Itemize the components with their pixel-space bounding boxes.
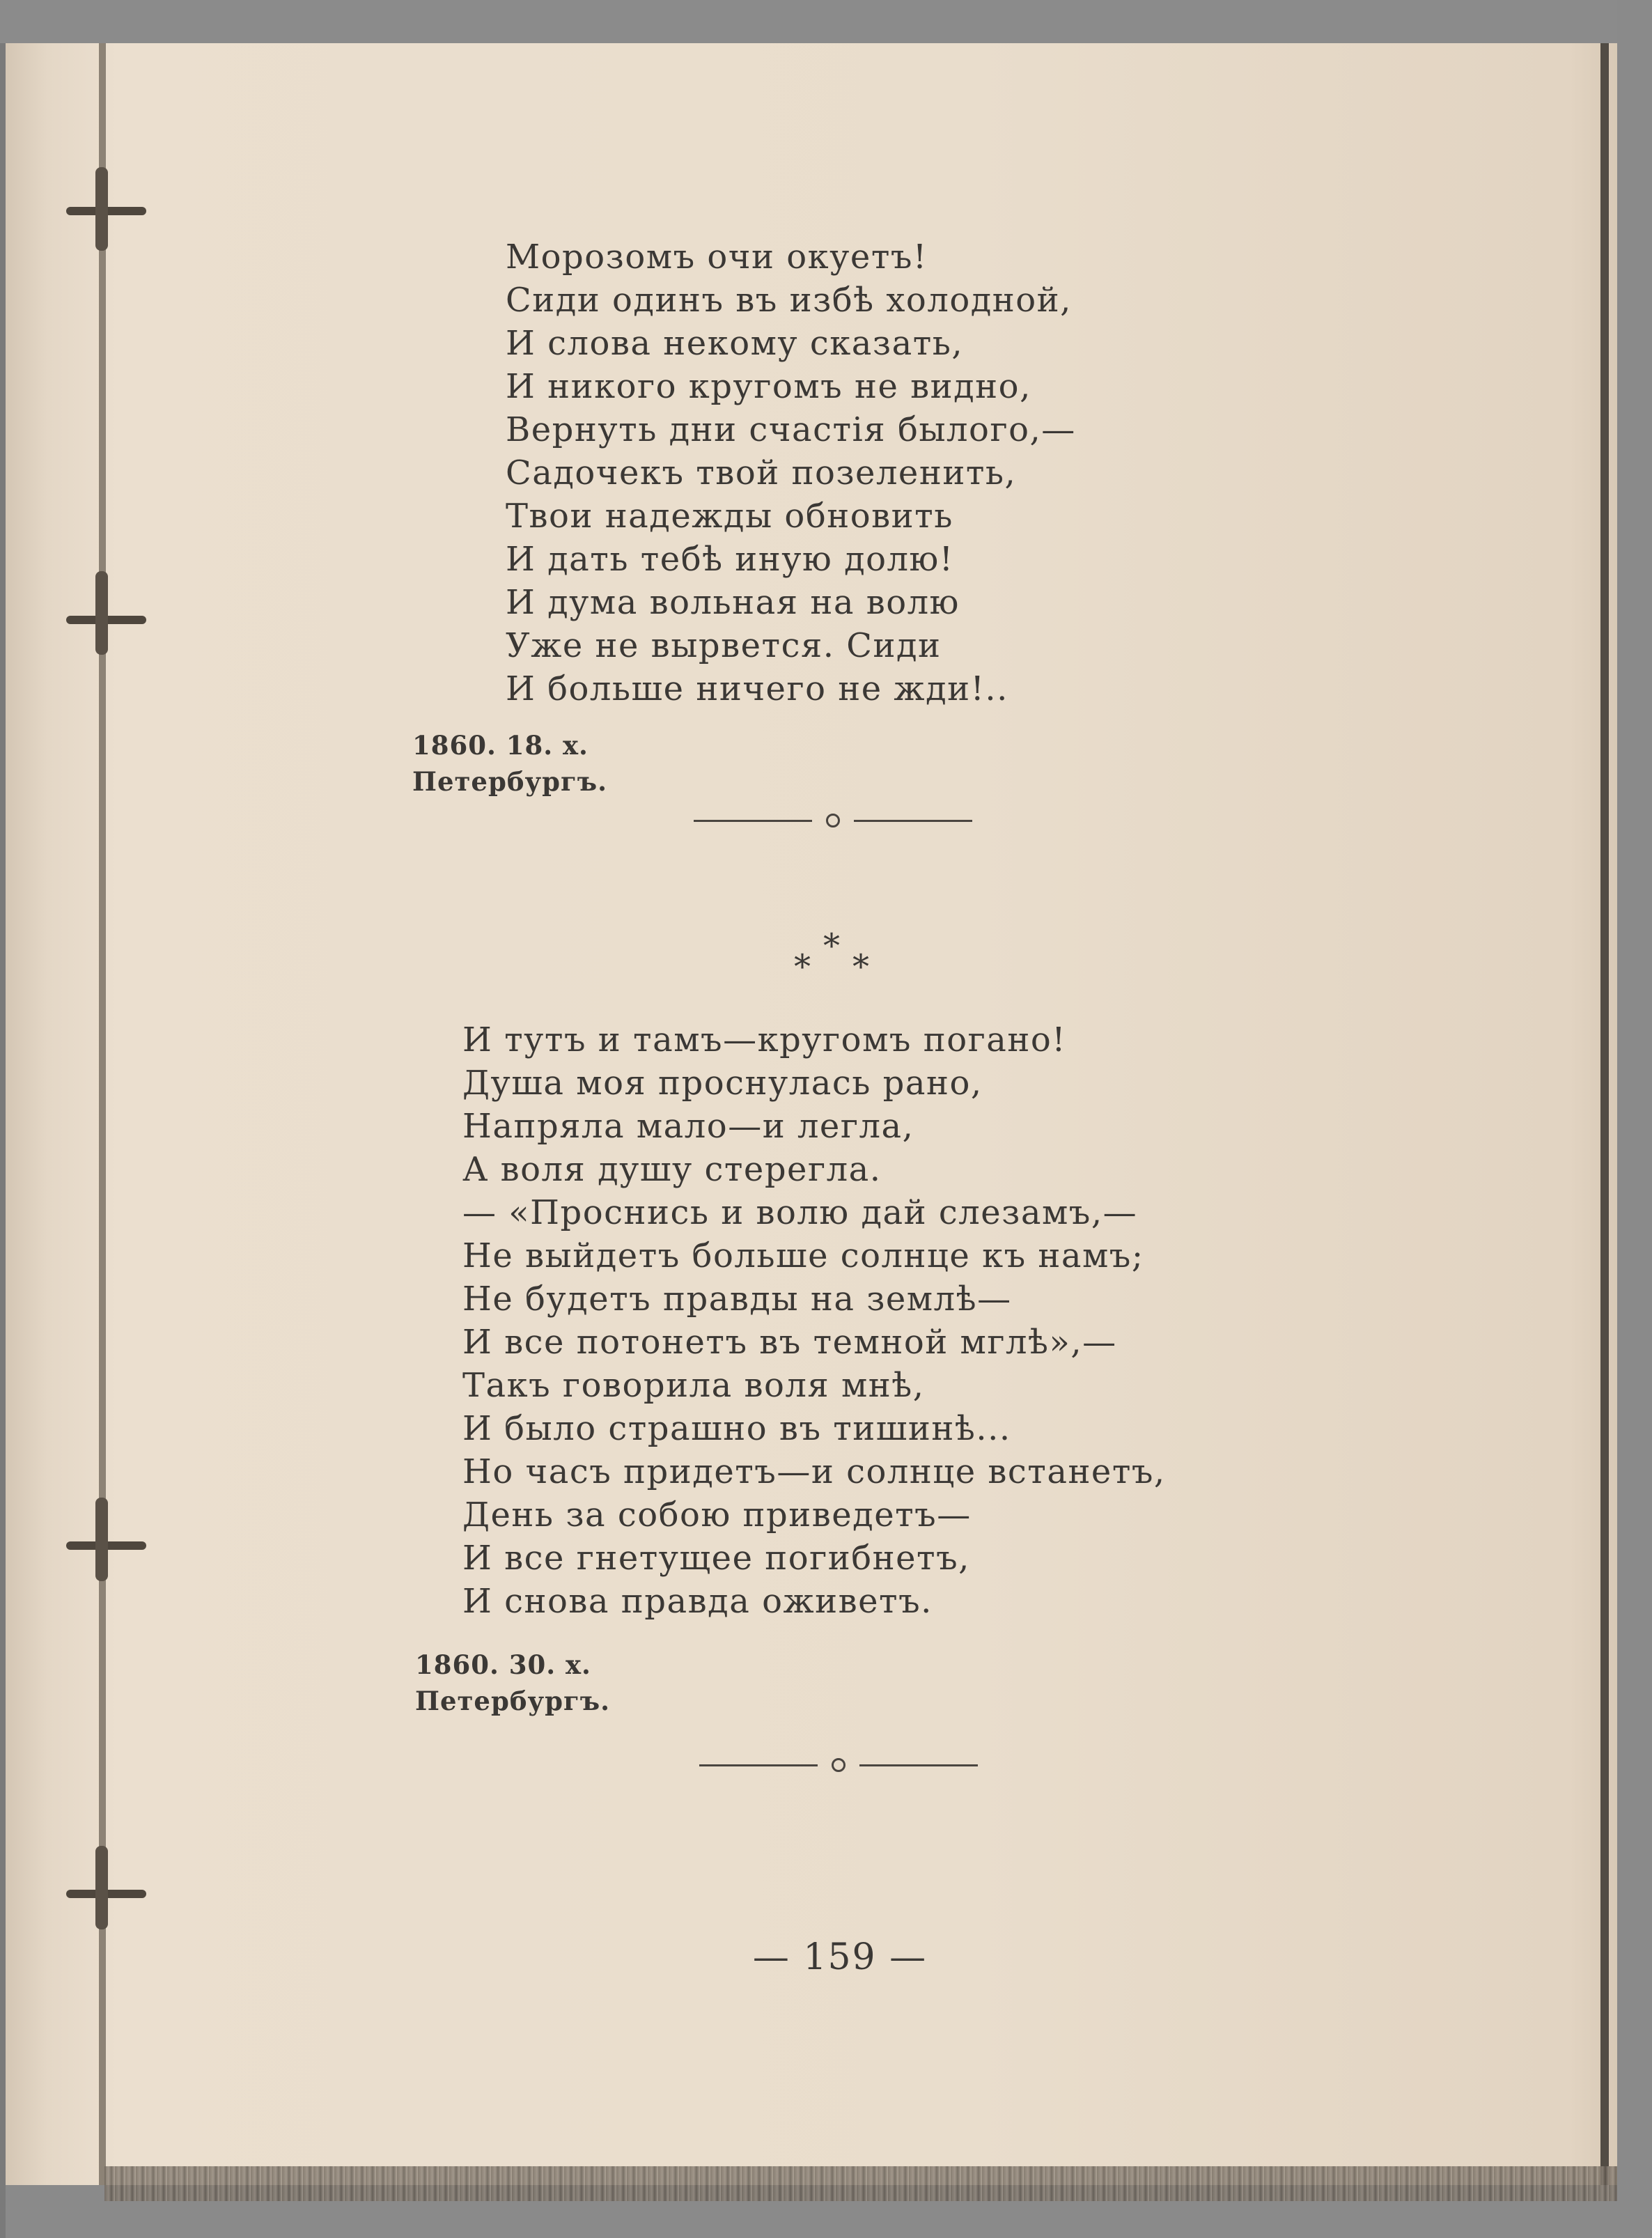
poem-line: Напряла мало—и легла, xyxy=(462,1107,914,1146)
asterism xyxy=(794,926,878,996)
poem-line: Не выйдетъ больше солнце къ намъ; xyxy=(462,1236,1144,1275)
divider-circle xyxy=(826,814,840,827)
poem-2-dateline xyxy=(415,1647,610,1719)
scan-background-right xyxy=(1617,0,1652,2238)
poem-line: Твои надежды обновить xyxy=(506,497,953,536)
poem-line: Сиди одинъ въ избѣ холодной, xyxy=(506,281,1072,320)
poem-line: Не будетъ правды на землѣ— xyxy=(462,1280,1012,1319)
poem-line: День за собою приведетъ— xyxy=(462,1495,972,1534)
scan-background-left xyxy=(0,43,6,2238)
poem-line: — «Проснись и волю дай слезамъ,— xyxy=(462,1193,1138,1232)
poem-line: И все гнетущее погибнетъ, xyxy=(462,1539,970,1578)
divider-rule xyxy=(859,1764,978,1766)
poem-line: Но часъ придетъ—и солнце встанетъ, xyxy=(462,1452,1166,1491)
divider-circle xyxy=(832,1758,846,1772)
page-edge xyxy=(1600,43,1609,2185)
poem-line: А воля душу стерегла. xyxy=(462,1150,882,1189)
asterism-star: * xyxy=(852,947,869,986)
poem-line: И дать тебѣ иную долю! xyxy=(506,540,954,579)
poem-line: И больше ничего не жди!.. xyxy=(506,669,1008,708)
poem-line: Вернуть дни счастія былого,— xyxy=(506,410,1076,449)
page-bottom-edge xyxy=(104,2166,1617,2201)
poem-line: И было страшно въ тишинѣ... xyxy=(462,1409,1011,1448)
binding-stitch xyxy=(95,1498,108,1581)
binding-stitch xyxy=(95,571,108,655)
asterism-star: * xyxy=(823,926,840,965)
poem-line: И слова некому сказать, xyxy=(506,324,964,363)
page-number: — 159 — xyxy=(752,1936,928,1978)
poem-line: И никого кругомъ не видно, xyxy=(506,367,1031,406)
poem-line: И все потонетъ въ темной мглѣ»,— xyxy=(462,1323,1117,1362)
divider-rule xyxy=(694,820,812,822)
section-divider xyxy=(699,1751,978,1779)
binding-stitch xyxy=(95,1846,108,1929)
poem-line: Морозомъ очи окуетъ! xyxy=(506,238,928,277)
binding-stitch xyxy=(95,167,108,251)
poem-place: Петербургъ. xyxy=(415,1686,610,1716)
poem-1-dateline xyxy=(412,727,607,800)
poem-place: Петербургъ. xyxy=(412,766,607,797)
poem-line: И снова правда оживетъ. xyxy=(462,1582,933,1621)
poem-line: Уже не вырвется. Сиди xyxy=(506,626,942,665)
scan-background-top xyxy=(0,0,1652,43)
asterism-star: * xyxy=(794,947,811,986)
poem-1 xyxy=(506,235,1076,710)
section-divider xyxy=(694,807,972,834)
divider-rule xyxy=(854,820,972,822)
poem-date: 1860. 30. x. xyxy=(415,1649,591,1680)
poem-line: И тутъ и тамъ—кругомъ погано! xyxy=(462,1020,1067,1059)
poem-date: 1860. 18. x. xyxy=(412,730,589,761)
poem-line: И дума вольная на волю xyxy=(506,583,960,622)
poem-line: Садочекъ твой позеленить, xyxy=(506,453,1017,492)
poem-2 xyxy=(462,1018,1166,1623)
poem-line: Душа моя проснулась рано, xyxy=(462,1064,983,1103)
divider-rule xyxy=(699,1764,818,1766)
poem-line: Такъ говорила воля мнѣ, xyxy=(462,1366,925,1405)
